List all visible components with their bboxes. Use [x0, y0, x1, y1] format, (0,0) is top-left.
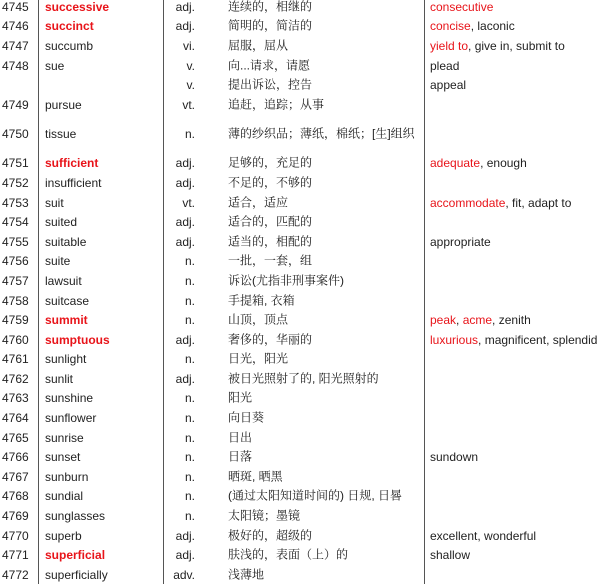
entry-word: superficial [45, 548, 106, 563]
synonyms [430, 59, 459, 73]
entry-word: lawsuit [45, 273, 82, 288]
part-of-speech: n. [184, 430, 195, 445]
part-of-speech: n. [184, 127, 195, 142]
chinese-meaning: 简明的，简洁的 [228, 18, 313, 33]
entry-number: 4749 [2, 97, 29, 112]
key-synonym: adequate [430, 156, 481, 171]
synonym-text: , give in, submit to [468, 38, 565, 53]
entry-word: sunburn [45, 469, 89, 484]
entry-number: 4765 [2, 430, 29, 445]
synonym-text: excellent, wonderful [430, 528, 537, 543]
chinese-meaning: 山顶，顶点 [228, 312, 289, 327]
table-row [0, 369, 600, 389]
entry-word: pursue [45, 97, 82, 112]
synonyms [430, 78, 466, 92]
entry-word: suit [45, 195, 64, 210]
chinese-meaning: 奢侈的，华丽的 [228, 332, 313, 347]
key-synonym: acme [462, 313, 493, 328]
entry-number: 4755 [2, 234, 29, 249]
entry-number: 4762 [2, 371, 29, 386]
chinese-meaning: 屈服，屈从 [228, 38, 289, 53]
part-of-speech: adj. [175, 548, 195, 563]
key-synonym: luxurious [430, 332, 479, 347]
entry-word: superb [45, 528, 82, 543]
key-synonym: consecutive [430, 0, 494, 14]
part-of-speech: n. [184, 469, 195, 484]
table-row [0, 350, 600, 370]
synonyms [430, 450, 478, 464]
part-of-speech: n. [184, 352, 195, 367]
synonyms [430, 333, 597, 347]
synonyms [430, 235, 491, 249]
chinese-meaning: 肤浅的，表面（上）的 [228, 547, 349, 562]
synonyms [430, 196, 571, 210]
table-row [0, 252, 600, 272]
table-row [0, 487, 600, 507]
entry-number: 4748 [2, 58, 29, 73]
table-row [0, 565, 600, 585]
part-of-speech: n. [184, 509, 195, 524]
entry-word: sundial [45, 489, 84, 504]
entry-number: 4750 [2, 127, 29, 142]
part-of-speech: v. [186, 58, 195, 73]
chinese-meaning: 追赶，追踪；从事 [228, 97, 325, 112]
entry-number: 4761 [2, 352, 29, 367]
entry-number: 4756 [2, 254, 29, 269]
entry-word: succumb [45, 38, 94, 53]
synonym-text: , [456, 313, 463, 328]
table-row [0, 212, 600, 232]
entry-word: suited [45, 215, 78, 230]
chinese-meaning: 一批，一套，组 [228, 253, 313, 268]
chinese-meaning: 连续的，相继的 [228, 0, 313, 14]
table-row [0, 36, 600, 56]
part-of-speech: adj. [175, 19, 195, 34]
table-row [0, 389, 600, 409]
table-row [0, 173, 600, 193]
synonyms [430, 39, 565, 53]
table-row [0, 291, 600, 311]
entry-number: 4759 [2, 313, 29, 328]
entry-number: 4753 [2, 195, 29, 210]
chinese-meaning: 被日光照射了的, 阳光照射的 [228, 371, 379, 386]
chinese-meaning: 向日葵 [228, 410, 265, 425]
chinese-meaning: 日落 [228, 449, 253, 464]
chinese-meaning: 提出诉讼，控告 [228, 77, 313, 92]
entry-number: 4769 [2, 509, 29, 524]
part-of-speech: adj. [175, 371, 195, 386]
synonyms [430, 548, 470, 562]
entry-word: suite [45, 254, 71, 269]
part-of-speech: adj. [175, 156, 195, 171]
part-of-speech: adj. [175, 234, 195, 249]
synonym-text: , zenith [492, 313, 531, 328]
chinese-meaning: 向...请求，请愿 [228, 58, 311, 73]
chinese-meaning: 诉讼(尤指非刑事案件) [228, 273, 344, 288]
entry-word: summit [45, 313, 88, 328]
synonym-text: appeal [430, 78, 467, 93]
part-of-speech: adv. [173, 567, 195, 582]
table-row [0, 467, 600, 487]
entry-number: 4767 [2, 469, 29, 484]
entry-word: sufficient [45, 156, 99, 171]
entry-word: successive [45, 0, 110, 14]
table-row [0, 232, 600, 252]
entry-word: insufficient [45, 175, 102, 190]
table-row [0, 330, 600, 350]
part-of-speech: v. [186, 78, 195, 93]
part-of-speech: adj. [175, 0, 195, 14]
part-of-speech: adj. [175, 332, 195, 347]
entry-number: 4766 [2, 450, 29, 465]
entry-word: sunflower [45, 411, 97, 426]
synonym-text: plead [430, 58, 460, 73]
entry-word: sunlight [45, 352, 87, 367]
part-of-speech: n. [184, 293, 195, 308]
entry-number: 4747 [2, 38, 29, 53]
key-synonym: peak [430, 313, 457, 328]
entry-number: 4763 [2, 391, 29, 406]
part-of-speech: n. [184, 489, 195, 504]
synonyms [430, 156, 527, 170]
entry-number: 4752 [2, 175, 29, 190]
entry-number: 4772 [2, 567, 29, 582]
part-of-speech: n. [184, 391, 195, 406]
chinese-meaning: 阳光 [228, 390, 253, 405]
table-row [0, 0, 600, 17]
entry-word: sumptuous [45, 332, 110, 347]
entry-number: 4746 [2, 19, 29, 34]
chinese-meaning: 太阳镜；墨镜 [228, 508, 301, 523]
table-row [0, 271, 600, 291]
entry-number: 4758 [2, 293, 29, 308]
part-of-speech: adj. [175, 528, 195, 543]
part-of-speech: n. [184, 411, 195, 426]
synonym-text: appropriate [430, 234, 491, 249]
entry-number: 4754 [2, 215, 29, 230]
entry-number: 4751 [2, 156, 29, 171]
entry-word: sunlit [45, 371, 74, 386]
table-row [0, 115, 600, 154]
chinese-meaning: 适当的，相配的 [228, 234, 313, 249]
table-row [0, 428, 600, 448]
table-row [0, 56, 600, 76]
table-row [0, 526, 600, 546]
chinese-meaning: 手提箱, 衣箱 [228, 293, 295, 308]
entry-word: superficially [45, 567, 108, 582]
synonym-text: shallow [430, 548, 471, 563]
chinese-meaning: 晒斑, 晒黑 [228, 469, 283, 484]
chinese-meaning: 浅薄地 [228, 567, 265, 582]
entry-word: sunglasses [45, 509, 106, 524]
part-of-speech: adj. [175, 175, 195, 190]
chinese-meaning: 日出 [228, 430, 253, 445]
part-of-speech: n. [184, 450, 195, 465]
key-synonym: yield to [430, 38, 469, 53]
table-row [0, 75, 600, 95]
entry-word: sue [45, 58, 65, 73]
entry-word: sunshine [45, 391, 94, 406]
table-row [0, 545, 600, 565]
entry-number: 4771 [2, 548, 29, 563]
table-row [0, 506, 600, 526]
part-of-speech: vi. [183, 38, 195, 53]
entry-number: 4757 [2, 273, 29, 288]
key-synonym: concise [430, 19, 471, 34]
synonym-text: sundown [430, 450, 479, 465]
entry-word: sunset [45, 450, 81, 465]
table-row [0, 310, 600, 330]
entry-word: suitcase [45, 293, 90, 308]
chinese-meaning: 极好的，超级的 [228, 528, 313, 543]
entry-number: 4745 [2, 0, 29, 14]
table-row [0, 408, 600, 428]
part-of-speech: n. [184, 273, 195, 288]
table-row [0, 95, 600, 115]
entry-word: tissue [45, 127, 77, 142]
synonym-text: , fit, adapt to [505, 195, 572, 210]
chinese-meaning: 日光，阳光 [228, 351, 289, 366]
entry-number: 4768 [2, 489, 29, 504]
part-of-speech: n. [184, 254, 195, 269]
part-of-speech: adj. [175, 215, 195, 230]
synonym-text: , enough [480, 156, 527, 171]
entry-number: 4760 [2, 332, 29, 347]
chinese-meaning: 不足的，不够的 [228, 175, 313, 190]
chinese-meaning: 薄的纱织品；薄纸，棉纸；[生]组织 [228, 126, 415, 141]
entry-word: suitable [45, 234, 87, 249]
part-of-speech: vt. [182, 97, 195, 112]
key-synonym: accommodate [430, 195, 506, 210]
synonym-text: , magnificent, splendid [478, 332, 598, 347]
entry-word: succinct [45, 19, 94, 34]
table-row [0, 193, 600, 213]
table-row [0, 447, 600, 467]
chinese-meaning: 适合的，匹配的 [228, 214, 313, 229]
synonyms [430, 313, 531, 327]
table-row [0, 154, 600, 174]
synonyms [430, 529, 536, 543]
chinese-meaning: 适合，适应 [228, 195, 289, 210]
entry-number: 4770 [2, 528, 29, 543]
synonyms [430, 19, 515, 33]
synonyms [430, 0, 493, 14]
part-of-speech: n. [184, 313, 195, 328]
entry-number: 4764 [2, 411, 29, 426]
chinese-meaning: (通过太阳知道时间的) 日规, 日晷 [228, 488, 402, 503]
part-of-speech: vt. [182, 195, 195, 210]
chinese-meaning: 足够的，充足的 [228, 155, 313, 170]
entry-word: sunrise [45, 430, 84, 445]
synonym-text: , laconic [470, 19, 515, 34]
table-row [0, 17, 600, 37]
